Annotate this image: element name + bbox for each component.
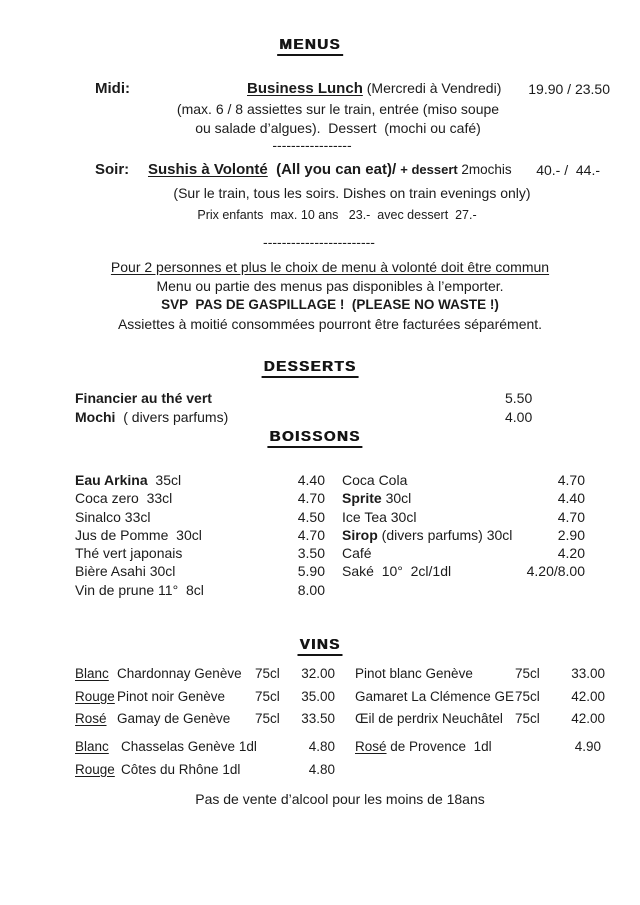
dessert-desc: ( divers parfums): [115, 409, 229, 425]
drink-item: Sirop (divers parfums) 30cl: [342, 526, 513, 543]
wine-price: 33.00: [571, 666, 605, 681]
dessert-name: Mochi: [75, 409, 116, 425]
drink-price: 8.00: [297, 581, 325, 598]
vins-heading: VINS: [297, 636, 342, 656]
drink-price: 4.70: [297, 490, 325, 507]
wine-size: 75cl: [515, 711, 540, 726]
wine-price: 4.80: [308, 739, 335, 754]
drink-item: Ice Tea 30cl: [342, 508, 417, 525]
drink-price: [517, 581, 585, 599]
wine-name-combined: [335, 759, 545, 782]
dessert-row: [75, 408, 640, 427]
boissons-heading: BOISSONS: [267, 428, 362, 448]
vins-section-header: [297, 636, 342, 656]
wine-bottles-table: [75, 663, 640, 731]
soir-line2: (Sur le train, tous les soirs. Dishes on train evenings only): [173, 185, 531, 201]
wine-type: Blanc: [75, 739, 109, 754]
wine-name: Côtes du Rhône 1dl: [121, 761, 241, 777]
wine-price: 4.90: [574, 739, 601, 754]
note-half-plates: Assiettes à moitié consommées pourront être facturées séparément.: [117, 316, 543, 332]
drink-item: Saké 10° 2cl/1dl: [342, 563, 452, 580]
drink-price: 4.40: [557, 490, 585, 507]
midi-line2: (max. 6 / 8 assiettes sur le train, entrée (miso soupe: [176, 101, 500, 117]
wine-type: Rouge: [75, 761, 115, 777]
soir-mochis: 2mochis: [461, 162, 512, 177]
soir-price: 40.- / 44.-: [536, 162, 600, 178]
wine-name: Chardonnay Genève: [117, 666, 242, 681]
wine-price: 33.50: [301, 711, 335, 726]
note-shared-menu: Pour 2 personnes et plus le choix de menu à volonté doit être commun: [110, 259, 550, 275]
alcohol-age-notice: Pas de vente d’alcool pour les moins de 18ans: [195, 791, 485, 807]
note-no-waste: SVP PAS DE GASPILLAGE ! (PLEASE NO WASTE !): [161, 297, 499, 312]
midi-line3: ou salade d’algues). Dessert (mochi ou café): [195, 120, 481, 136]
wine-name: Chasselas Genève 1dl: [121, 739, 257, 754]
drink-item: [342, 581, 517, 599]
dessert-price: 5.50: [505, 390, 533, 406]
drink-item: Sprite 30cl: [342, 490, 412, 507]
soir-divider: ------------------------: [263, 234, 375, 250]
wine-name-combined: Rosé de Provence 1dl: [355, 739, 492, 754]
drink-item: Thé vert japonais: [75, 545, 183, 562]
drink-item: Jus de Pomme 30cl: [75, 526, 202, 543]
wine-price: 35.00: [301, 688, 335, 704]
drink-price: 4.70: [557, 508, 585, 525]
wine-price: 4.80: [308, 761, 335, 777]
boissons-section-header: [267, 428, 362, 448]
soir-title: Sushis à Volonté: [148, 161, 268, 178]
wine-name: Gamay de Genève: [117, 711, 231, 726]
dessert-row: [75, 389, 640, 408]
wine-name: Gamaret La Clémence GE: [355, 688, 515, 704]
wine-size: 75cl: [255, 666, 280, 681]
desserts-heading: DESSERTS: [262, 358, 359, 378]
wine-price: 42.00: [571, 711, 605, 726]
drink-price: 3.50: [297, 545, 325, 562]
wine-name: Pinot noir Genève: [117, 688, 226, 704]
drink-price: 4.40: [297, 472, 325, 488]
wine-price: [545, 759, 601, 782]
menus-heading: MENUS: [277, 36, 343, 56]
wine-price: 42.00: [571, 688, 605, 704]
soir-row: [0, 161, 640, 180]
drink-item: Sinalco 33cl: [75, 508, 151, 525]
wine-size: 75cl: [255, 711, 280, 726]
drink-item: Eau Arkina 35cl: [75, 472, 182, 488]
wine-name: Œil de perdrix Neuchâtel: [355, 711, 503, 726]
soir-label: Soir:: [95, 161, 130, 178]
drink-price: 4.70: [297, 526, 325, 543]
drink-price: 5.90: [297, 563, 325, 580]
menus-section-header: [277, 36, 343, 56]
drink-item: Vin de prune 11° 8cl: [75, 581, 204, 598]
drink-price: 4.70: [557, 472, 585, 488]
midi-price: 19.90 / 23.50: [528, 81, 610, 97]
midi-divider: -----------------: [272, 137, 352, 153]
wine-price: 32.00: [301, 666, 335, 681]
desserts-section-header: [262, 358, 359, 378]
soir-plus-dessert: + dessert: [400, 162, 462, 177]
midi-title: Business Lunch: [247, 80, 363, 97]
wine-type: Rosé: [355, 739, 387, 754]
wine-type: Rosé: [75, 711, 107, 726]
drink-price: 4.20/8.00: [526, 563, 585, 580]
drink-price: 2.90: [557, 526, 585, 543]
wine-size: 75cl: [515, 688, 540, 704]
wine-size: 75cl: [255, 688, 280, 704]
wine-type: Rouge: [75, 688, 115, 704]
wine-name: Pinot blanc Genève: [355, 666, 473, 681]
drink-item: Bière Asahi 30cl: [75, 563, 176, 580]
drink-price: 4.20: [557, 545, 585, 562]
midi-meta: (Mercredi à Vendredi): [362, 80, 502, 96]
midi-row: [0, 80, 640, 99]
drink-item: Coca Cola: [342, 472, 408, 488]
drink-price: 4.50: [297, 508, 325, 525]
drink-item: Coca zero 33cl: [75, 490, 173, 507]
wine-type: Blanc: [75, 666, 109, 681]
kids-price-line: Prix enfants max. 10 ans 23.- avec dessert 27.-: [197, 208, 477, 222]
soir-subtitle: (All you can eat)/: [267, 161, 401, 178]
midi-label: Midi:: [95, 80, 130, 97]
drink-item: Café: [342, 545, 372, 562]
wine-glasses-table: [75, 736, 640, 781]
wine-size: 75cl: [515, 666, 540, 681]
dessert-name: Financier au thé vert: [75, 390, 212, 406]
boissons-list: [75, 471, 640, 599]
dessert-price: 4.00: [505, 409, 533, 425]
note-takeaway: Menu ou partie des menus pas disponibles à l’emporter.: [156, 278, 504, 294]
